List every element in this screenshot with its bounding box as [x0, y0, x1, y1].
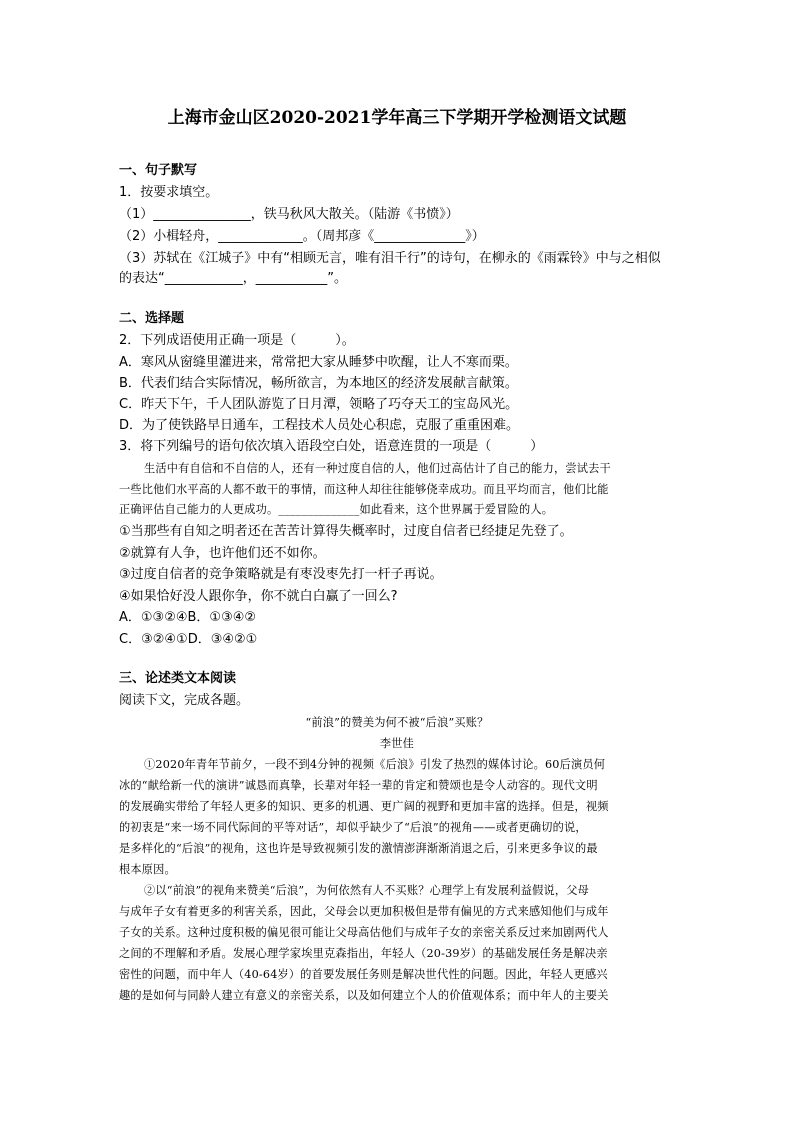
article-line: ②以“前浪”的视角来赞美“后浪”，为何依然有人不买账？心理学上有发展利益假说，父母 — [144, 884, 590, 897]
question-2-option-d: D．为了使铁路早日通车，工程技术人员处心积虑，克服了重重困难。 — [119, 418, 520, 433]
question-3-passage-line: 一些比他们水平高的人都不敢干的事情，而这种人却往往能够侥幸成功。而且平均而言，他们比能 — [119, 483, 609, 496]
page-title: 上海市金山区2020-2021学年高三下学期开学检测语文试题 — [167, 108, 627, 128]
section-heading-3: 三、论述类文本阅读 — [119, 671, 237, 686]
article-author: 李世佳 — [379, 737, 415, 750]
article-line: 是多样化的“后浪”的视角，这也许是导致视频引发的激情澎湃渐渐消退之后，引来更多争议的最 — [119, 842, 598, 855]
question-3-options-ab: A．①③②④B．①③④② — [119, 610, 257, 625]
section-heading-1: 一、句子默写 — [119, 163, 198, 178]
question-2-stem: 2．下列成语使用正确一项是（ ）。 — [119, 333, 355, 348]
question-1-item-3-cont: 的表达“____________，___________”。 — [119, 271, 347, 286]
question-1-item-1: （1）_______________，铁马秋风大散关。（陆游《书愤》） — [119, 207, 459, 222]
question-3-stem: 3．将下列编号的语句依次填入语段空白处，语意连贯的一项是（ ） — [119, 439, 544, 454]
article-line: 冰的“献给新一代的演讲”诚恳而真挚，长辈对年轻一辈的肯定和赞颂也是令人动容的。现代文明 — [119, 779, 598, 792]
article-line: 与成年子女有着更多的利害关系，因此，父母会以更加积极但是带有偏见的方式来感知他们与成年 — [119, 905, 609, 918]
question-1-item-3: （3）苏轼在《江城子》中有“相顾无言，唯有泪千行”的诗句，在柳永的《雨霖铃》中与之相似 — [119, 251, 661, 266]
article-line: 密性的问题，而中年人（40-64岁）的首要发展任务则是解决世代性的问题。因此，年轻人更感兴 — [119, 968, 608, 981]
question-3-sentence-3: ③过度自信者的竞争策略就是有枣没枣先打一杆子再说。 — [119, 567, 443, 582]
question-1-item-2: （2）小楫轻舟，_____________。（周邦彦《______________》） — [119, 229, 485, 244]
question-3-sentence-1: ①当那些有自知之明者还在苦苦计算得失概率时，过度自信者已经捷足先登了。 — [119, 524, 573, 539]
article-line: 子女的关系。这种过度积极的偏见很可能让父母高估他们与成年子女的亲密关系反过来加剧两代人 — [119, 926, 609, 939]
question-3-options-cd: C．③②④①D．③④②① — [119, 632, 258, 647]
question-2-option-c: C．昨天下午，千人团队游览了日月潭，领略了巧夺天工的宝岛风光。 — [119, 397, 519, 412]
question-3-sentence-4: ④如果恰好没人跟你争，你不就白白赢了一回么? — [119, 589, 398, 604]
question-2-option-a: A．寒风从窗缝里灌进来，常常把大家从睡梦中吹醒，让人不寒而栗。 — [119, 355, 518, 370]
reading-intro: 阅读下文，完成各题。 — [119, 693, 250, 708]
question-3-passage-line: 正确评估自己能力的人更成功。______________如此看来，这个世界属于爱冒险的人。 — [119, 503, 554, 516]
article-title: “前浪”的赞美为何不被“后浪”买账？ — [305, 716, 489, 729]
article-line: 根本原因。 — [119, 863, 176, 876]
question-1-stem: 1．按要求填空。 — [119, 185, 219, 200]
article-line: 趣的是如何与同龄人建立有意义的亲密关系，以及如何建立个人的价值观体系；而中年人的主要关 — [119, 989, 609, 1002]
question-3-passage-line: 生活中有自信和不自信的人，还有一种过度自信的人，他们过高估计了自己的能力，尝试去干 — [144, 462, 611, 475]
article-line: ①2020年青年节前夕，一段不到4分钟的视频《后浪》引发了热烈的媒体讨论。60后演员何 — [144, 758, 606, 771]
article-line: 之间的不理解和矛盾。发展心理学家埃里克森指出，年轻人（20-39岁）的基础发展任务是解决亲 — [119, 947, 608, 960]
question-3-sentence-2: ②就算有人争，也许他们还不如你。 — [119, 546, 326, 561]
section-heading-2: 二、选择题 — [119, 311, 185, 326]
article-line: 的初衷是“来一场不同代际间的平等对话”，却似乎缺少了“后浪”的视角——或者更确切的说， — [119, 821, 587, 834]
question-2-option-b: B．代表们结合实际情况，畅所欲言，为本地区的经济发展献言献策。 — [119, 376, 518, 391]
article-line: 的发展确实带给了年轻人更多的知识、更多的机遇、更广阔的视野和更加丰富的选择。但是，视频 — [119, 800, 609, 813]
